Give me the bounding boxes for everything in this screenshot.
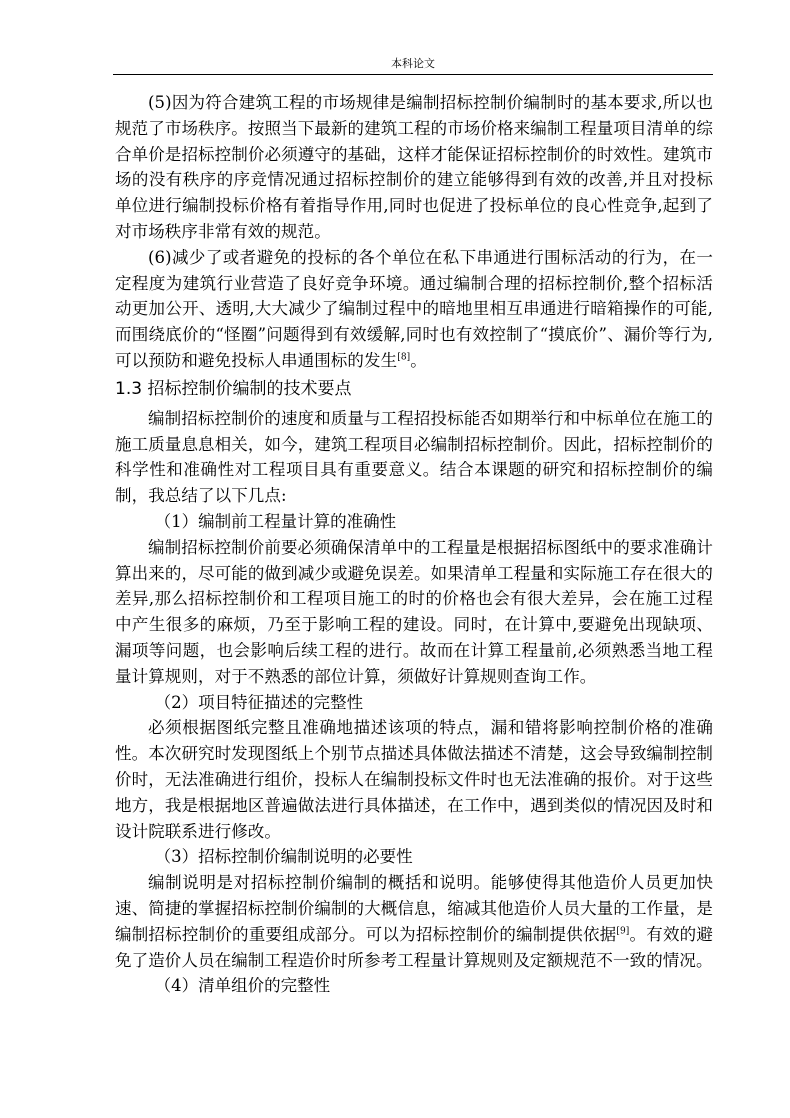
item-2-title: （2）项目特征描述的完整性 [154,692,364,712]
paragraph-5 [115,90,713,245]
paragraph-6 [115,245,713,374]
item-2-body: 必须根据图纸完整且准确地描述该项的特点，漏和错将影响控制价格的准确性。本次研究时发现图纸上个别节点描述具体做法描述不清楚，这会导致编制控制价时，无法准确进行组价，投标人在编制投标文件时也无法准确的报价。对于这些地方，我是根据地区普遍做法进行具体描述，在工作中，遇到类似的情况因及时和设计院联系进行修改。 [115,718,713,841]
citation-9: [9] [616,926,630,937]
item-4-title: （4）清单组价的完整性 [154,976,331,996]
paragraph-5-text: (5)因为符合建筑工程的市场规律是编制招标控制价编制时的基本要求,所以也规范了市场秩序。按照当下最新的建筑工程的市场价格来编制工程量项目清单的综合单价是招标控制价必须遵守的基础，这样才能保证招标控制价的时效性。建筑市场的没有秩序的序竞情况通过招标控制价的建立能够得到有效的改善,并且对投标单位进行编制投标价格有着指导作用,同时也促进了投标单位的良心性竞争,起到了对市场秩序非常有效的规范。 [115,93,713,241]
header-title: 本科论文 [391,57,435,70]
page-header [113,52,713,75]
item-3-body [115,870,713,973]
item-3-body-text: 编制说明是对招标控制价编制的概括和说明。能够使得其他造价人员更加快速、简捷的掌握招标控制价编制的大概信息，缩减其他造价人员大量的工作量，是编制招标控制价的重要组成部分。可以为招标控制价的编制提供依据 [115,873,713,944]
citation-8: [8] [397,352,411,363]
paragraph-6-end: 。 [410,350,427,370]
paragraph-6-text: (6)减少了或者避免的投标的各个单位在私下串通进行围标活动的行为，在一定程度为建筑行业营造了良好竞争环境。通过编制合理的招标控制价,整个招标活动更加公开、透明,大大减少了编制过程中的暗地里相互串通进行暗箱操作的可能,而围绕底价的“怪圈”问题得到有效缓解,同时也有效控制了“摸底价”、漏价等行为,可以预防和避免投标人串通围标的发生 [115,247,713,370]
item-3-title: （3）招标控制价编制说明的必要性 [154,847,413,867]
section-intro: 编制招标控制价的速度和质量与工程招投标能否如期举行和中标单位在施工的施工质量息息相关，如今，建筑工程项目必编制招标控制价。因此，招标控制价的科学性和准确性对工程项目具有重要意义。结合本课题的研究和招标控制价的编制，我总结了以下几点: [115,408,713,506]
document-body [115,90,713,999]
section-heading: 1.3 招标控制价编制的技术要点 [115,378,352,399]
item-3-body-end: 。有效的避免了造价人员在编制工程造价时所参考工程量计算规则及定额规范不一致的情况。 [115,924,714,970]
item-1-title: （1）编制前工程量计算的准确性 [154,511,397,531]
item-1-body: 编制招标控制价前要必须确保清单中的工程量是根据招标图纸中的要求准确计算出来的，尽可能的做到减少或避免误差。如果清单工程量和实际施工存在很大的差异,那么招标控制价和工程项目施工的时的价格也会有很大差异，会在施工过程中产生很多的麻烦，乃至于影响工程的建设。同时，在计算中,要避免出现缺项、漏项等问题，也会影响后续工程的进行。故而在计算工程量前,必须熟悉当地工程量计算规则，对于不熟悉的部位计算，须做好计算规则查询工作。 [115,537,713,686]
